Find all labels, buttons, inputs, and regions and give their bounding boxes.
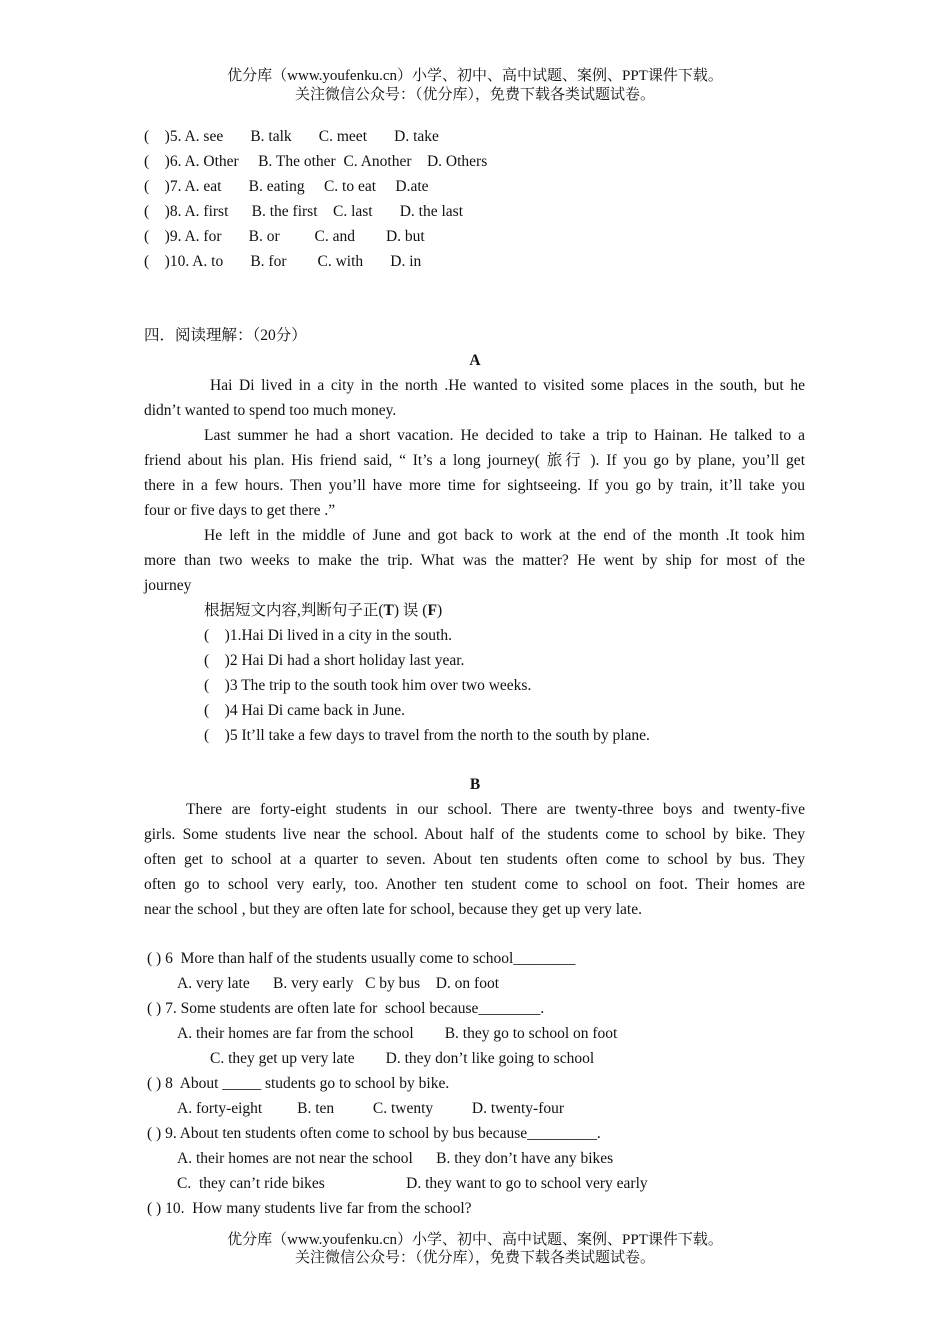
instruction-true-mark: T	[383, 602, 394, 619]
cloze-question-8: ( )8. A. first B. the first C. last D. the last	[144, 203, 464, 220]
passage-b-line4: often go to school very early, too. Another ten student come to school on foot. Their homes are	[144, 876, 805, 893]
passage-b-line1: There are forty-eight students in our school. There are twenty-three boys and twenty-five	[186, 801, 805, 818]
passage-b-question-7: ( ) 7. Some students are often late for school because________.	[147, 1000, 545, 1017]
cloze-question-6: ( )6. A. Other B. The other C. Another D. Others	[144, 153, 488, 170]
passage-b-label: B	[469, 776, 481, 793]
passage-b-question-6-options: A. very late B. very early C by bus D. on foot	[177, 975, 499, 992]
passage-a-p2-line4: four or five days to get there .”	[144, 502, 336, 519]
section-title: 四．阅读理解：（20分）	[144, 327, 307, 344]
instruction-text-post: )	[436, 602, 443, 619]
passage-b-line5: near the school , but they are often late for school, because they get up very late.	[144, 901, 642, 918]
passage-b-question-9-options-1: A. their homes are not near the school B. they don’t have any bikes	[177, 1150, 614, 1167]
passage-a-question-1: ( )1.Hai Di lived in a city in the south.	[204, 627, 452, 644]
footer-line-2: 关注微信公众号：（优分库），免费下载各类试题试卷。	[294, 1250, 655, 1266]
passage-b-line2: girls. Some students live near the school. About half of the students come to school by bike. They	[144, 826, 805, 843]
footer-line-1: 优分库（www.youfenku.cn）小学、初中、高中试题、案例、PPT课件下载。	[227, 1232, 723, 1248]
passage-a-p3-line3: journey	[144, 577, 192, 594]
passage-b-question-9: ( ) 9. About ten students often come to school by bus because_________.	[147, 1125, 601, 1142]
passage-a-p2-line3: there in a few hours. Then you’ll have more time for sightseeing. If you go by train, it’ll take you	[144, 477, 805, 494]
passage-b-question-7-options-2: C. they get up very late D. they don’t like going to school	[210, 1050, 595, 1067]
passage-b-line3: often get to school at a quarter to seven. About ten students often come to school by bus. They	[144, 851, 805, 868]
passage-b-question-10: ( ) 10. How many students live far from the school?	[147, 1200, 472, 1217]
passage-b-question-7-options-1: A. their homes are far from the school B. they go to school on foot	[177, 1025, 618, 1042]
passage-a-p2-line2: friend about his plan. His friend said, “ It’s a long journey( 旅行 ). If you go by plane, you’ll get	[144, 452, 805, 469]
passage-a-question-3: ( )3 The trip to the south took him over two weeks.	[204, 677, 532, 694]
cloze-question-5: ( )5. A. see B. talk C. meet D. take	[144, 128, 439, 145]
header-line-1: 优分库（www.youfenku.cn）小学、初中、高中试题、案例、PPT课件下载。	[227, 68, 723, 84]
passage-a-label: A	[469, 352, 481, 369]
cloze-question-7: ( )7. A. eat B. eating C. to eat D.ate	[144, 178, 429, 195]
passage-a-question-4: ( )4 Hai Di came back in June.	[204, 702, 406, 719]
passage-b-question-9-options-2: C. they can’t ride bikes D. they want to go to school very early	[177, 1175, 648, 1192]
passage-a-p1-line2: didn’t wanted to spend too much money.	[144, 402, 397, 419]
passage-b-question-8-options: A. forty-eight B. ten C. twenty D. twenty-four	[177, 1100, 565, 1117]
header-line-2: 关注微信公众号：（优分库），免费下载各类试题试卷。	[294, 87, 655, 103]
passage-b-question-8: ( ) 8 About _____ students go to school by bike.	[147, 1075, 450, 1092]
instruction-text-mid: ) 误 (	[393, 602, 428, 619]
instruction-false-mark: F	[427, 602, 437, 619]
passage-b-question-6: ( ) 6 More than half of the students usually come to school________	[147, 950, 576, 967]
cloze-question-9: ( )9. A. for B. or C. and D. but	[144, 228, 425, 245]
passage-a-p3-line1: He left in the middle of June and got back to work at the end of the month .It took him	[204, 527, 805, 544]
passage-a-p1-line1: Hai Di lived in a city in the north .He wanted to visited some places in the south, but he	[210, 377, 805, 394]
cloze-question-10: ( )10. A. to B. for C. with D. in	[144, 253, 422, 270]
instruction-text-pre: 根据短文内容,判断句子正(	[204, 602, 384, 619]
passage-a-question-2: ( )2 Hai Di had a short holiday last year.	[204, 652, 465, 669]
passage-a-p3-line2: more than two weeks to make the trip. What was the matter? He went by ship for most of the	[144, 552, 805, 569]
passage-a-instruction	[204, 601, 442, 621]
passage-a-question-5: ( )5 It’ll take a few days to travel from the north to the south by plane.	[204, 727, 650, 744]
passage-a-p2-line1: Last summer he had a short vacation. He decided to take a trip to Hainan. He talked to a	[204, 427, 805, 444]
